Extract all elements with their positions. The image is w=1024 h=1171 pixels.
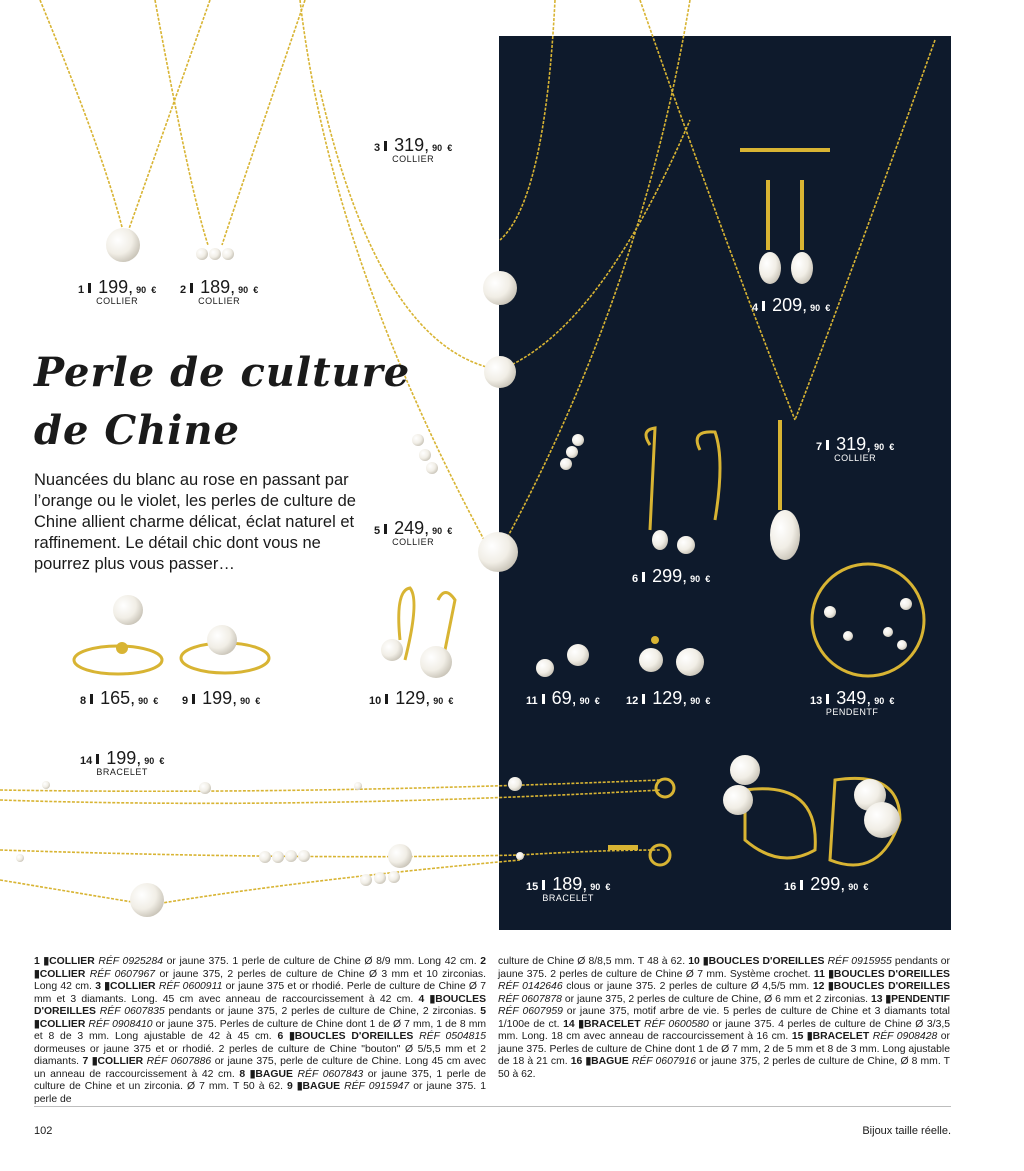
description-entry: 1 ▮COLLIER RÉF 0925284 or jaune 375. 1 perle de culture de Chine Ø 8/9 mm. Long 42 cm. <box>34 956 481 967</box>
price-tag: 4 209, 90 € <box>752 295 831 315</box>
description-entry: 9 ▮BAGUE RÉF 0915947 or jaune 375. 1 perle de <box>34 1081 486 1105</box>
description-entry: culture de Chine Ø 8/8,5 mm. T 48 à 62. <box>498 956 689 967</box>
page-number: 102 <box>34 1125 53 1137</box>
description-entry: 2 ▮COLLIER RÉF 0607967 or jaune 375, 2 perles de culture de Chine Ø 3 mm et 10 zirconias. Long 42 cm. <box>34 956 487 992</box>
price-tag: 9 199, 90 € <box>182 688 261 708</box>
description-entry: 3 ▮COLLIER RÉF 0600911 or jaune 375 et or rhodié. Perle de culture de Chine Ø 7 mm et 3 diamants. Long. 45 cm avec anneau de raccourcissement à 42 cm. <box>34 981 486 1005</box>
description-entry: 16 ▮BAGUE RÉF 0607916 or jaune 375, 2 perles de culture de Chine, Ø 8 mm. T 50 à 62. <box>498 1056 951 1080</box>
description-entry: 15 ▮BRACELET RÉF 0908428 or jaune 375. Perles de culture de Chine dont 1 de Ø 7 mm, 2 de 5 mm et 8 de 3 mm. Long ajustable de 18 à 21 cm. <box>498 1031 951 1067</box>
description-entry: 11 ▮BOUCLES D'OREILLES RÉF 0142646 clous or jaune 375. 2 perles de culture Ø 4,5/5 mm. <box>498 968 950 992</box>
title-line-1: Perle de culture <box>34 349 411 396</box>
description-entry: 6 ▮BOUCLES D'OREILLES RÉF 0504815 dormeuses or jaune 375 et or rhodié. 2 perles de culture de Chine "bouton" Ø 5/5,5 mm et 2 diamants. <box>34 1031 487 1067</box>
price-tag: 8 165, 90 € <box>80 688 159 708</box>
price-tag: 1 199, 90 € COLLIER <box>78 277 157 306</box>
price-tag: 6 299, 90 € <box>632 566 711 586</box>
page-title <box>34 344 411 460</box>
price-tag: 11 69, 90 € <box>526 688 600 708</box>
size-note: Bijoux taille réelle. <box>862 1125 951 1137</box>
description-entry: 13 ▮PENDENTIF RÉF 0607959 or jaune 375, motif arbre de vie. 5 perles de culture de Chine et 3 diamants total 1/100e de ct. <box>498 993 951 1030</box>
price-tag: 12 129, 90 € <box>626 688 711 708</box>
price-tag: 5 249, 90 € COLLIER <box>374 518 453 547</box>
price-tag: 7 319, 90 € COLLIER <box>816 434 895 463</box>
description-entry: 14 ▮BRACELET RÉF 0600580 or jaune 375. 4 perles de culture de Chine Ø 3/3,5 mm. Long. 18 cm avec anneau de raccourcissement à 16 cm. <box>498 1018 951 1042</box>
intro-paragraph: Nuancées du blanc au rose en passant par l’orange ou le violet, les perles de culture de Chine allient charme délicat, éclat naturel et raffinement. Le détail chic dont vous ne pourrez plus vous passer… <box>34 471 356 573</box>
footer-divider <box>34 1106 951 1107</box>
description-entry: 7 ▮COLLIER RÉF 0607886 or jaune 375, perle de culture de Chine. Long 45 cm avec un anneau de raccourcissement à 42 cm. <box>34 1056 486 1080</box>
description-entry: 10 ▮BOUCLES D'OREILLES RÉF 0915955 pendants or jaune 375. 2 perles de culture de Chine Ø 7 mm. Système crochet. <box>498 956 950 980</box>
price-tag: 2 189, 90 € COLLIER <box>180 277 259 306</box>
product-descriptions-right <box>498 956 950 1081</box>
price-tag: 3 319, 90 € COLLIER <box>374 135 453 164</box>
price-tag: 13 349, 90 € PENDENTF <box>810 688 895 717</box>
price-tag: 14 199, 90 € BRACELET <box>80 748 165 777</box>
price-tag: 16 299, 90 € <box>784 874 869 894</box>
description-entry: 4 ▮BOUCLES D'OREILLES RÉF 0607835 pendants or jaune 375, 2 perles de culture de Chine, 2 zirconias. <box>34 993 487 1017</box>
product-descriptions-left <box>34 956 486 1106</box>
description-entry: 12 ▮BOUCLES D'OREILLES RÉF 0607878 or jaune 375, 2 perles de culture de Chine, Ø 6 mm et 2 zirconias. <box>498 981 950 1005</box>
description-entry: 5 ▮COLLIER RÉF 0908410 or jaune 375. Perles de culture de Chine dont 1 de Ø 7 mm, 1 de 8 mm et 8 de 3 mm. Long ajustable de 42 à 45 cm. <box>34 1006 487 1042</box>
title-line-2: de Chine <box>34 407 240 454</box>
description-entry: 8 ▮BAGUE RÉF 0607843 or jaune 375, 1 perle de culture de Chine et un zirconia. Ø 7 mm. T 50 à 62. <box>34 1068 486 1092</box>
price-tag: 15 189, 90 € BRACELET <box>526 874 611 903</box>
price-tag: 10 129, 90 € <box>369 688 454 708</box>
